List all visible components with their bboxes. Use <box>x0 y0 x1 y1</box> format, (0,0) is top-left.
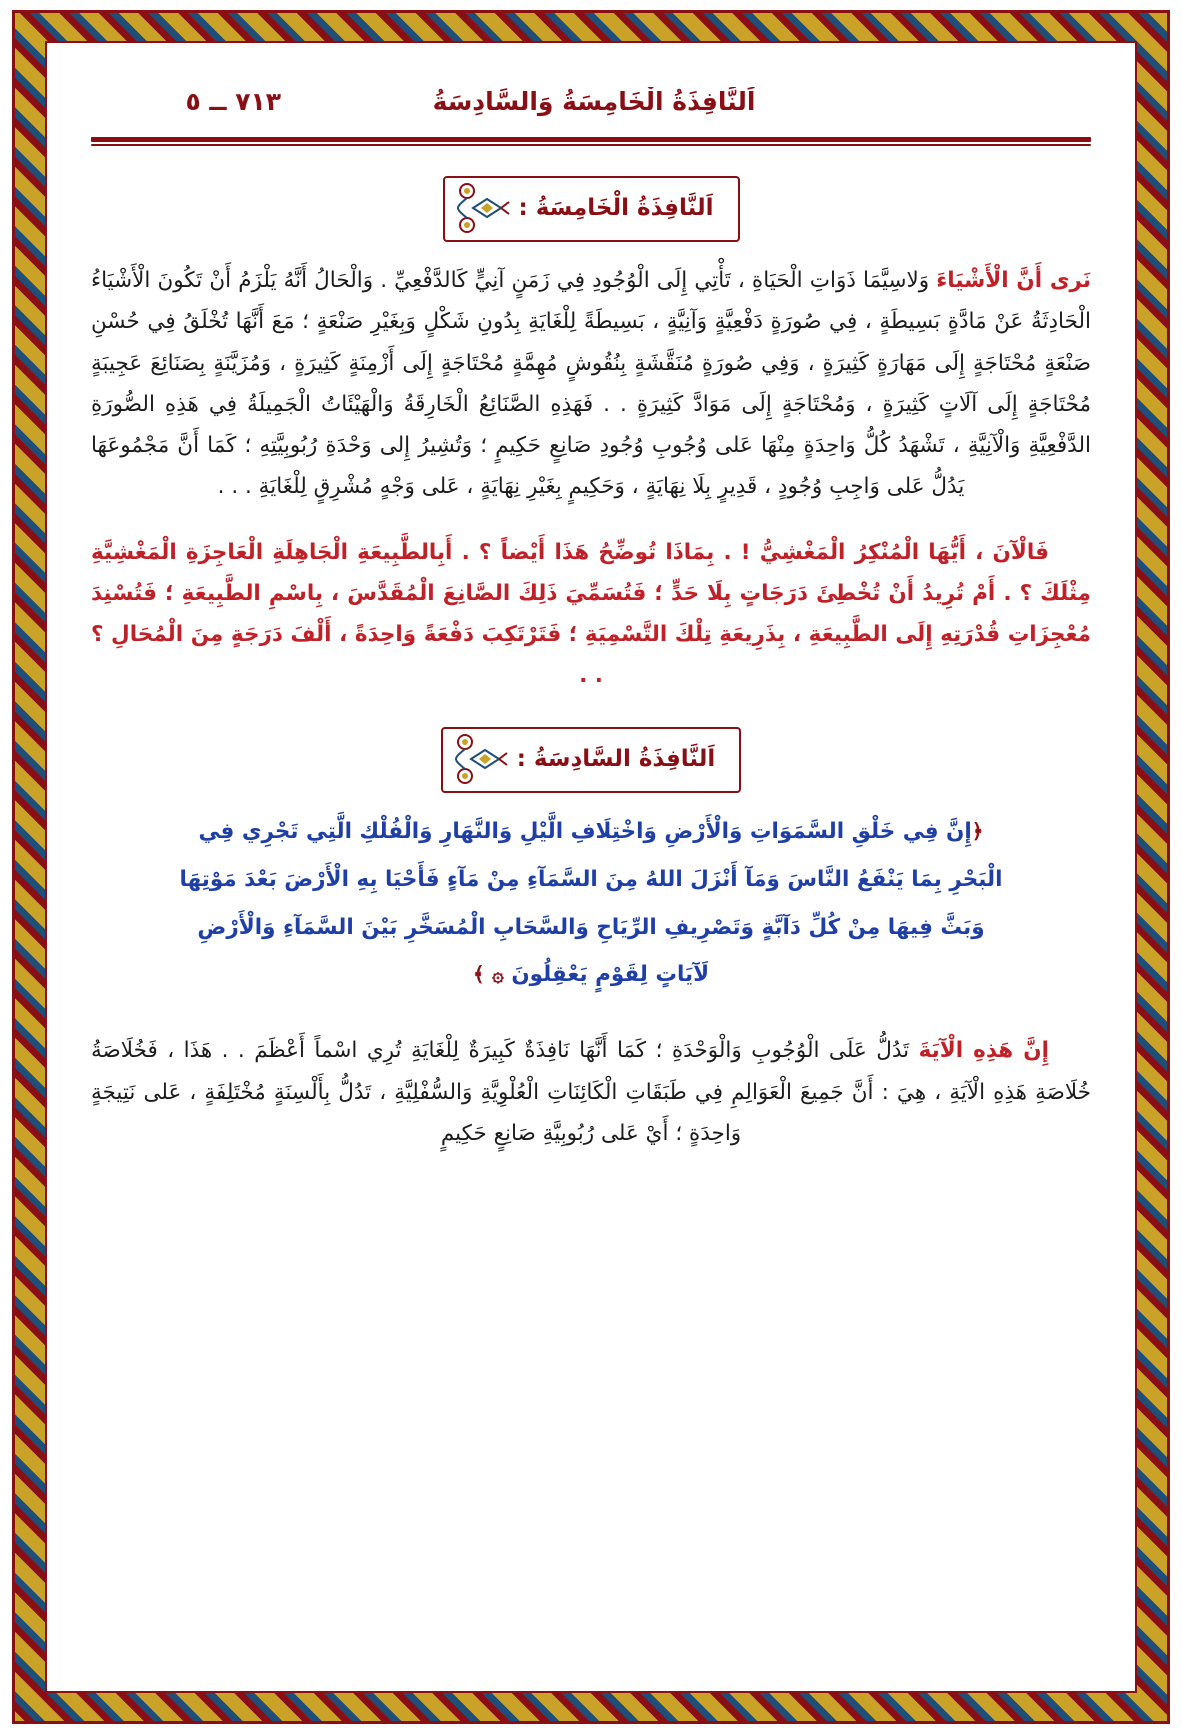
quran-verse-line-3: وَبَثَّ فِيهَا مِنْ كُلِّ دَآبَّةٍ وَتَصْرِيفِ الرِّيَاحِ وَالسَّحَابِ الْمُسَخَّرِ بَيْنَ السَّمَآءِ وَالْأَرْضِ <box>197 914 985 940</box>
paragraph-three-body: تَدُلُّ عَلَى الْوُجُوبِ وَالْوَحْدَةِ ؛ كَمَا أَنَّهَا نَافِذَةٌ كَبِيرَةٌ لِلْغَايَةِ تُرِي اسْماً أَعْظَمَ . . هَذَا ، فَخُلَاصَةُ خُلَاصَةِ هَذِهِ الْآيَةِ ، هِيَ : أَنَّ جَمِيعَ الْعَوَالِمِ فِي طَبَقَاتِ الْكَائِنَاتِ الْعُلْوِيَّةِ وَالسُّفْلِيَّةِ ، تَدُلُّ بِأَلْسِنَةٍ مُخْتَلِفَةٍ ، عَلى نَتِيجَةٍ وَاحِدَةٍ ؛ أَيْ عَلى رُبُوبِيَّةِ صَانِعٍ حَكِيمٍ <box>91 1038 1091 1146</box>
ayah-close-marker: ﴾ <box>472 962 485 987</box>
header-rule-thick <box>91 137 1091 142</box>
page-number: ٧١٣ ــ ٥ <box>185 87 281 116</box>
paragraph-three-lead: إِنَّ هَذِهِ الْآيَةَ <box>918 1038 1050 1064</box>
floral-ornament-icon <box>451 732 509 786</box>
heading-text: اَلنَّافِذَةُ الْخَامِسَةُ : <box>518 195 714 221</box>
floral-ornament-icon <box>453 181 511 235</box>
page-title: اَلنَّافِذَةُ الْخَامِسَةُ وَالسَّادِسَةُ <box>432 87 756 116</box>
ayah-line-4-text: لَآيَاتٍ لِقَوْمٍ يَعْقِلُونَ <box>511 962 710 988</box>
ayah-open-marker: ﴿ <box>971 818 984 843</box>
heading-text: اَلنَّافِذَةُ السَّادِسَةُ : <box>516 745 716 772</box>
decorative-outer-border <box>12 10 1170 1724</box>
page-header <box>91 87 1091 133</box>
verse-spacer <box>91 996 1091 1018</box>
paragraph-spacer <box>91 508 1091 520</box>
paragraph-one-lead: نَرى أَنَّ الْأَشْيَاءَ <box>936 268 1091 293</box>
ayah-end-dot-icon: ۞ <box>492 962 504 987</box>
heading-plate <box>441 727 742 793</box>
section-heading-five <box>91 176 1091 242</box>
header-rule-thin <box>91 144 1091 146</box>
paragraph-two: فَالْآنَ ، أَيُّهَا الْمُنْكِرُ الْمَغْشِيُّ ! . بِمَاذَا تُوضِّحُ هَذَا أَيْضاً ؟ . أَبِالطَّبِيعَةِ الْجَاهِلَةِ الْعَاجِزَةِ الْمَغْشِيَّةِ مِثْلَكَ ؟ . أَمْ تُرِيدُ أَنْ تُخْطِئَ دَرَجَاتٍ بِلَا حَدٍّ ؛ فَتُسَمِّيَ ذَلِكَ الصَّانِعَ الْمُقَدَّسَ ، بِاسْمِ الطَّبِيعَةِ ؛ فَتُسْنِدَ مُعْجِزَاتِ قُدْرَتِهِ إِلَى الطَّبِيعَةِ ، بِذَرِيعَةِ تِلْكَ التَّسْمِيَةِ ؛ فَتَرْتَكِبَ دَفْعَةً وَاحِدَةً ، أَلْفَ دَرَجَةٍ مِنَ الْمُحَالِ ؟ . . <box>91 539 1091 689</box>
paragraph-one-body: وَلاسِيَّمَا ذَوَاتِ الْحَيَاةِ ، تَأْتِي إِلَى الْوُجُودِ فِي زَمَنٍ آنِيٍّ كَالدَّفْعِيِّ . وَالْحَالُ أَنَّهُ يَلْزَمُ أَنْ تَكُونَ الْأَشْيَاءُ الْحَادِثَةُ عَنْ مَادَّةٍ بَسِيطَةٍ ، فِي صُورَةٍ دَفْعِيَّةٍ وَآنِيَّةٍ ، بَسِيطَةً لِلْغَايَةِ بِدُونِ شَكْلٍ وَبِغَيْرِ صَنْعَةٍ ؛ مَعَ أَنَّهَا تُخْلَقُ فِي حُسْنِ صَنْعَةٍ مُحْتَاجَةٍ إِلَى مَهَارَةٍ كَثِيرَةٍ ، وَفِي صُورَةٍ مُنَقَّشَةٍ بِنُقُوشٍ مُهِمَّةٍ مُحْتَاجَةٍ إِلَى أَزْمِنَةٍ كَثِيرَةٍ ، وَمُزَيَّنَةٍ بِصَنَائِعَ عَجِيبَةٍ مُحْتَاجَةٍ إِلَى آلَاتٍ كَثِيرَةٍ ، وَمُحْتَاجَةٍ إِلَى مَوَادَّ كَثِيرَةٍ . . فَهَذِهِ الصَّنَائِعُ الْخَارِقَةُ وَالْهَيْئَاتُ الْجَمِيلَةُ فِي هَذِهِ الصُّورَةِ الدَّفْعِيَّةِ وَالْآنِيَّةِ ، تَشْهَدُ كُلُّ وَاحِدَةٍ مِنْهَا عَلى وُجُوبِ وُجُودِ صَانِعٍ حَكِيمٍ ؛ وَتُشِيرُ إِلى وَحْدَةِ رُبُوبِيَّتِهِ ؛ كَمَا أَنَّ مَجْمُوعَهَا يَدُلُّ عَلى وَاجِبِ وُجُودٍ ، قَدِيرٍ بِلَا نِهَايَةٍ ، وَحَكِيمٍ بِغَيْرِ نِهَايَةٍ ، عَلى وَجْهٍ مُشْرِقٍ لِلْغَايَةِ . . . <box>91 268 1091 500</box>
quran-verse-line-1 <box>91 811 1091 853</box>
decorative-inner-border <box>45 41 1137 1693</box>
quran-verse-line-2: الْبَحْرِ بِمَا يَنْفَعُ النَّاسَ وَمَآ أَنْزَلَ اللهُ مِنَ السَّمَآءِ مِنْ مَآءٍ فَأَحْيَا بِهِ الْأَرْضَ بَعْدَ مَوْتِهَا <box>179 866 1003 892</box>
paragraph-three <box>91 1030 1091 1154</box>
paragraph-one <box>91 260 1091 508</box>
quran-verse-line-4 <box>91 954 1091 996</box>
page-content <box>91 87 1091 1651</box>
section-heading-six <box>91 727 1091 793</box>
ayah-line-1-text: إِنَّ فِي خَلْقِ السَّمَوَاتِ وَالْأَرْضِ وَاخْتِلَافِ الَّيْلِ وَالنَّهَارِ وَالْفُلْكِ الَّتِي تَجْرِي فِي <box>198 818 972 844</box>
heading-plate <box>443 176 740 242</box>
